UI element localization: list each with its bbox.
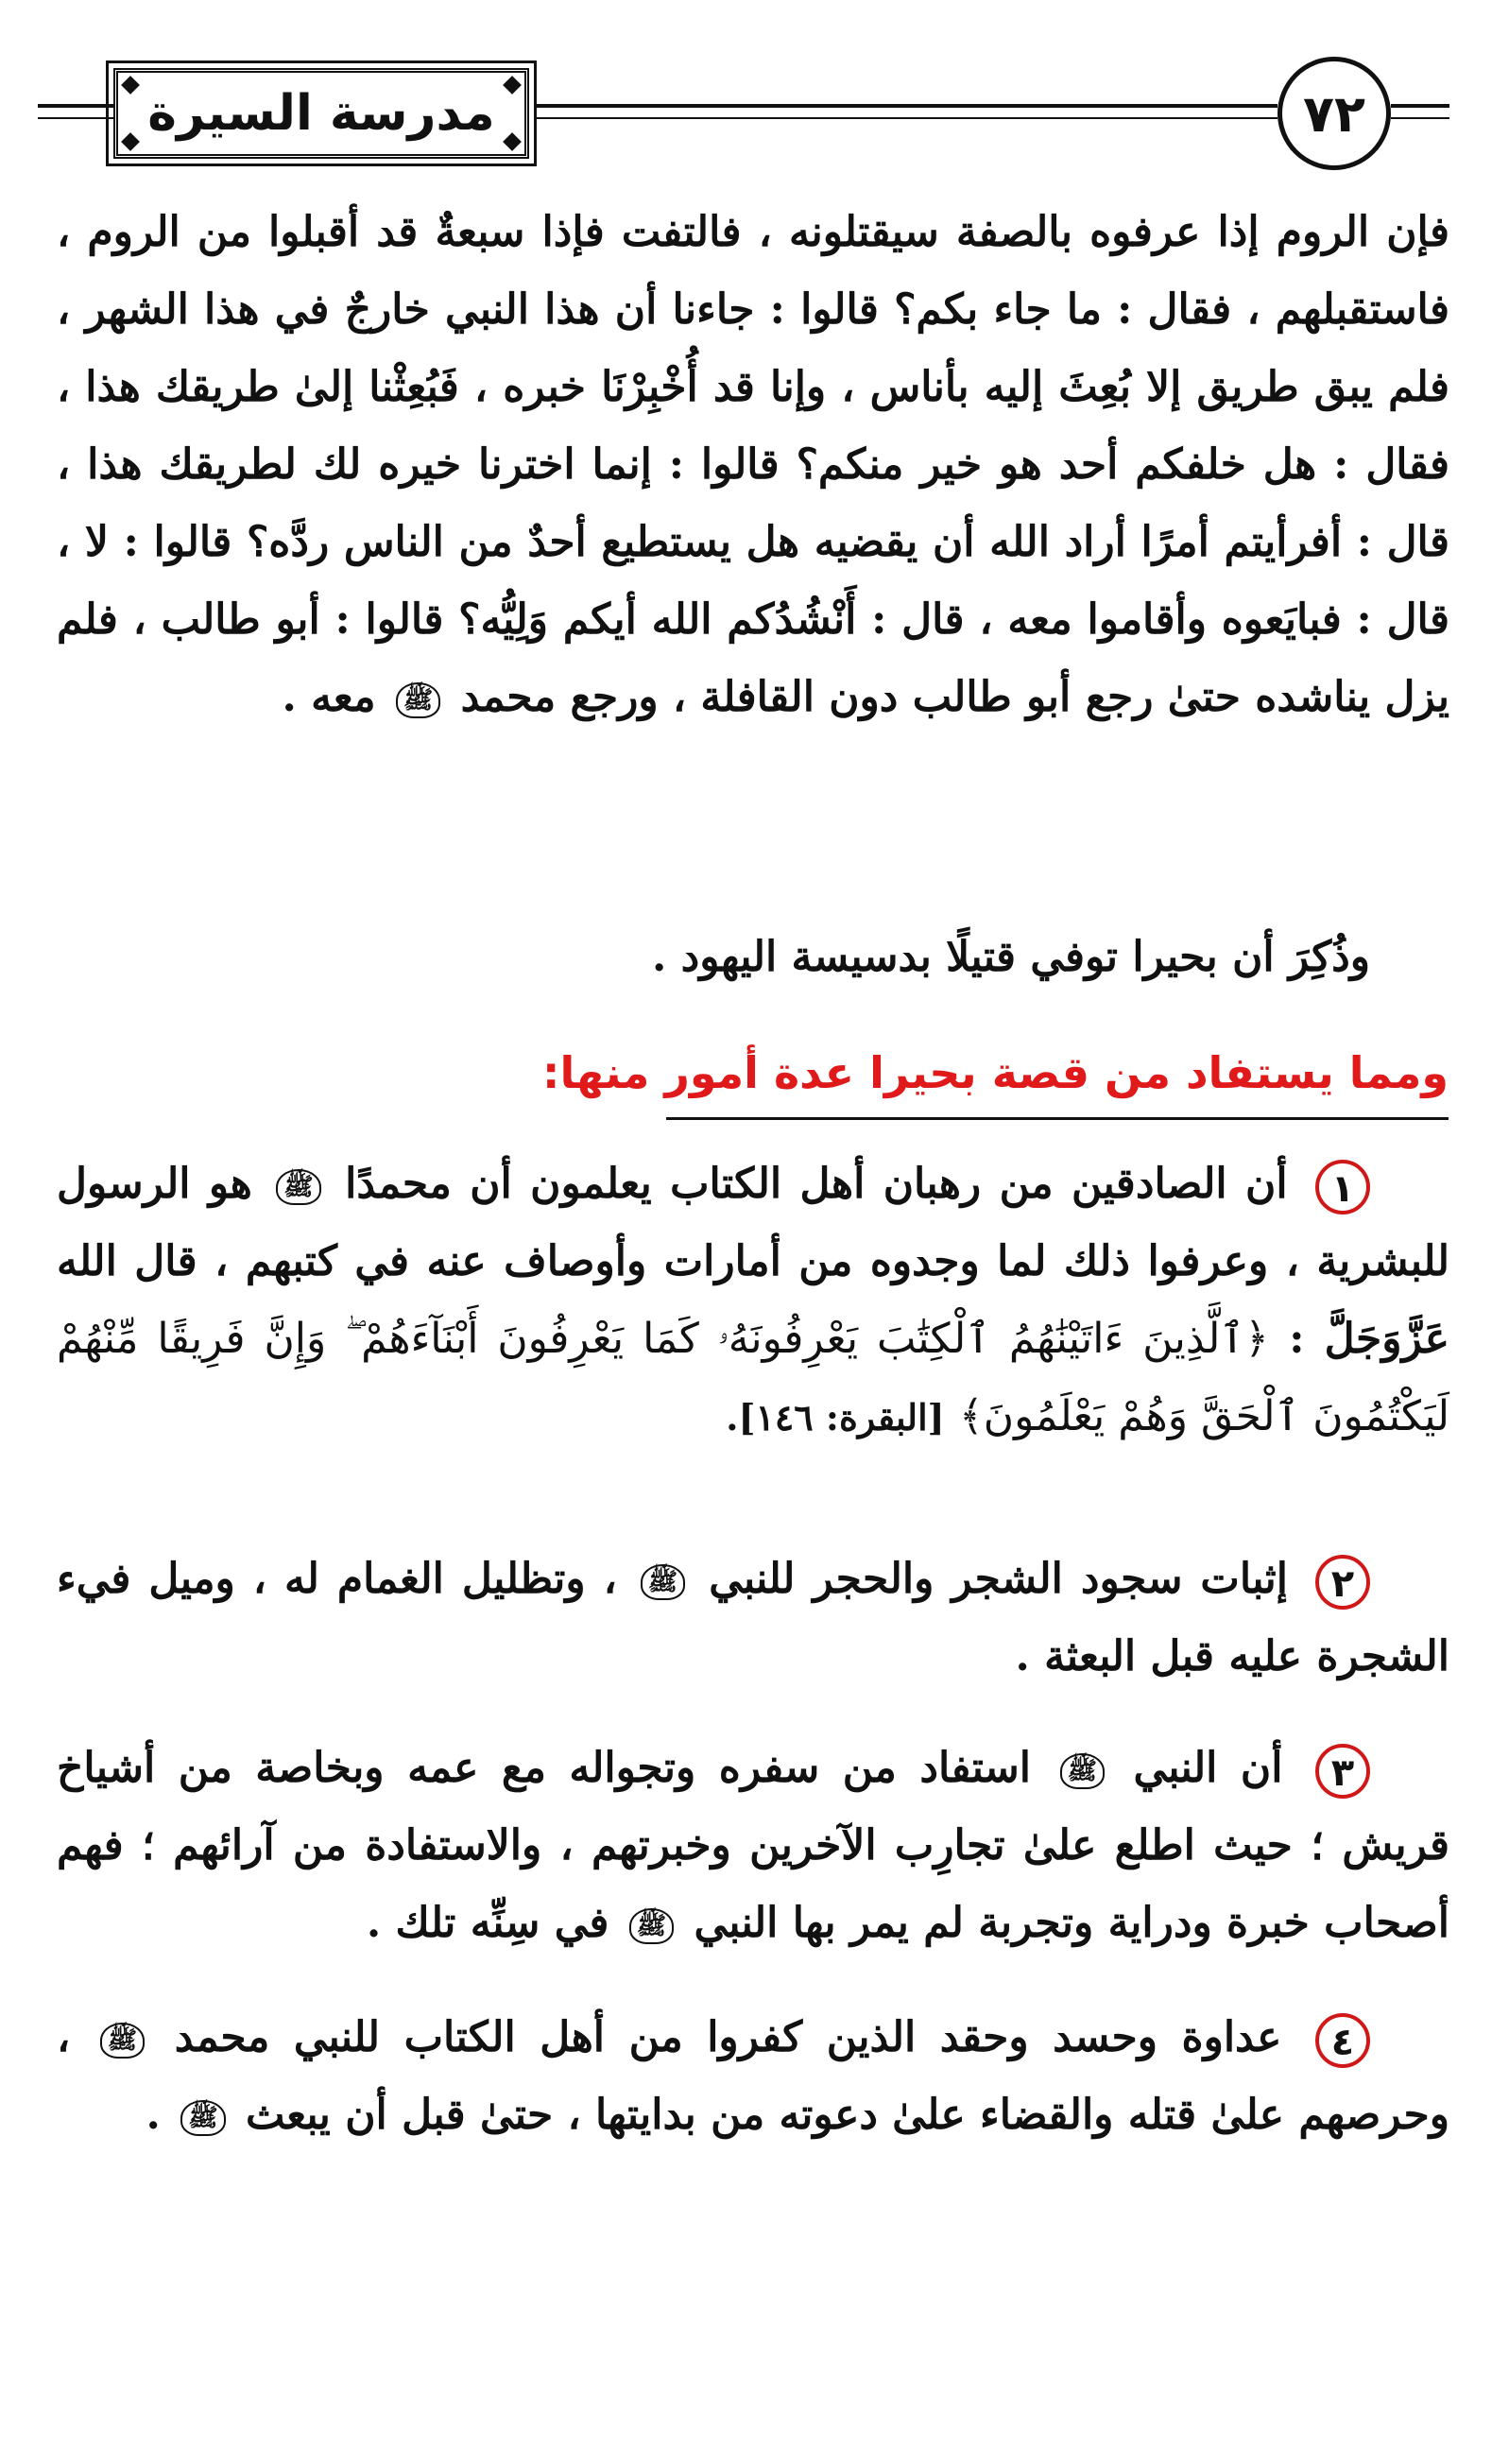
list-item-point-1 bbox=[57, 1146, 1449, 1456]
quran-verse: ﴿ٱلَّذِينَ ءَاتَيْنَٰهُمُ ٱلْكِتَٰبَ يَعْرِفُونَهُۥ كَمَا يَعْرِفُونَ أَبْنَآءَهُمْ ۖ وَإِنَّ فَرِيقًا مِّنْهُمْ لَيَكْتُمُونَ ٱلْحَقَّ وَهُمْ يَعْلَمُونَ﴾ bbox=[57, 1315, 1449, 1440]
point-number-circle: ٤ bbox=[1315, 2013, 1370, 2068]
list-item-point-3 bbox=[57, 1730, 1449, 1962]
narrative-text: فإن الروم إذا عرفوه بالصفة سيقتلونه ، فالتفت فإذا سبعةٌ قد أقبلوا من الروم ، فاستقبلهم ، فقال : ما جاء بكم؟ قالوا : جاءنا أن هذا النبي خارجٌ في هذا الشهر ، فلم يبق طريق إلا بُعِثَ إليه بأناس ، وإنا قد أُخْبِرْنَا خبره ، فَبُعِثْنا إلىٰ طريقك هذا ، فقال : هل خلفكم أحد هو خير منكم؟ قالوا : إنما اخترنا خيره لك لطريقك هذا ، قال : أفرأيتم أمرًا أراد الله أن يقضيه هل يستطيع أحدٌ من الناس ردَّه؟ قالوا : لا ، قال : فبايَعوه وأقاموا معه ، قال : أَنْشُدُكم الله أيكم وَلِيُّه؟ قالوا : أبو طالب ، فلم يزل يناشده حتىٰ رجع أبو طالب دون القافلة ، ورجع محمد bbox=[57, 208, 1449, 721]
list-item-point-4 bbox=[57, 1999, 1449, 2154]
header-rule-middle bbox=[537, 104, 1278, 108]
point-number-circle: ٢ bbox=[1315, 1555, 1370, 1610]
point-text: استفاد من سفره وتجواله مع عمه وبخاصة من أشياخ قريش ؛ حيث اطلع علىٰ تجارِب الآخرين وخبرتهم ، والاستفادة من آرائهم ؛ فهم أصحاب خبرة ودراية وتجربة لم يمر بها النبي bbox=[57, 1744, 1449, 1947]
salla-seal-icon: ﷺ bbox=[396, 682, 440, 718]
salla-seal-icon: ﷺ bbox=[1060, 1753, 1105, 1789]
salla-seal-icon: ﷺ bbox=[629, 1908, 674, 1944]
point-text: . bbox=[146, 2091, 161, 2139]
point-text: ، وتظليل الغمام له ، وميل فيء الشجرة عليه قبل البعثة . bbox=[57, 1555, 1449, 1680]
frame-ornament bbox=[503, 76, 522, 95]
point-text: أن الصادقين من رهبان أهل الكتاب يعلمون أن محمدًا bbox=[345, 1160, 1288, 1208]
salla-seal-icon: ﷺ bbox=[180, 2100, 225, 2136]
point-text: في سِنِّه تلك . bbox=[366, 1899, 609, 1947]
salla-seal-icon: ﷺ bbox=[641, 1564, 685, 1600]
point-text: ، وحرصهم علىٰ قتله والقضاء علىٰ دعوته من بدايتها ، حتىٰ قبل أن يبعث bbox=[57, 2013, 1449, 2139]
header-rule-right bbox=[1391, 104, 1449, 108]
salla-seal-icon: ﷺ bbox=[276, 1169, 320, 1205]
paragraph-bahira-death bbox=[57, 919, 1449, 996]
book-title: مدرسة السيرة bbox=[147, 85, 495, 142]
header-rule-middle-thin bbox=[537, 117, 1278, 119]
header-rule-right-thin bbox=[1391, 117, 1449, 119]
page-number: ٧٢ bbox=[1278, 57, 1391, 170]
paragraph-narrative bbox=[57, 194, 1449, 736]
header-rule-left-thin bbox=[38, 117, 113, 119]
point-text: إثبات سجود الشجر والحجر للنبي bbox=[709, 1555, 1288, 1603]
point-text: أن النبي bbox=[1133, 1744, 1283, 1792]
header-rule-left bbox=[38, 104, 113, 108]
narrative-text-end: معه . bbox=[282, 673, 376, 721]
salla-seal-icon: ﷺ bbox=[100, 2023, 145, 2059]
frame-ornament bbox=[121, 132, 140, 151]
frame-ornament bbox=[121, 76, 140, 95]
section-heading-underline bbox=[666, 1117, 1449, 1120]
frame-ornament bbox=[503, 132, 522, 151]
point-text: عداوة وحسد وحقد الذين كفروا من أهل الكتاب للنبي محمد bbox=[174, 2013, 1282, 2061]
verse-reference: [البقرة: ١٤٦]. bbox=[726, 1396, 945, 1439]
point-text: هو الرسول للبشرية ، وعرفوا ذلك لما وجدوه من أمارات وأوصاف عنه في كتبهم ، قال الله عَزَّوَجَلَّ : bbox=[57, 1160, 1449, 1363]
book-title-frame bbox=[113, 68, 529, 159]
bahira-death-text: وذُكِرَ أن بحيرا توفي قتيلًا بدسيسة اليهود . bbox=[652, 933, 1370, 981]
point-number-circle: ١ bbox=[1315, 1160, 1370, 1215]
point-number-circle: ٣ bbox=[1315, 1744, 1370, 1799]
section-heading: ومما يستفاد من قصة بحيرا عدة أمور منها: bbox=[542, 1047, 1449, 1098]
list-item-point-2 bbox=[57, 1541, 1449, 1696]
